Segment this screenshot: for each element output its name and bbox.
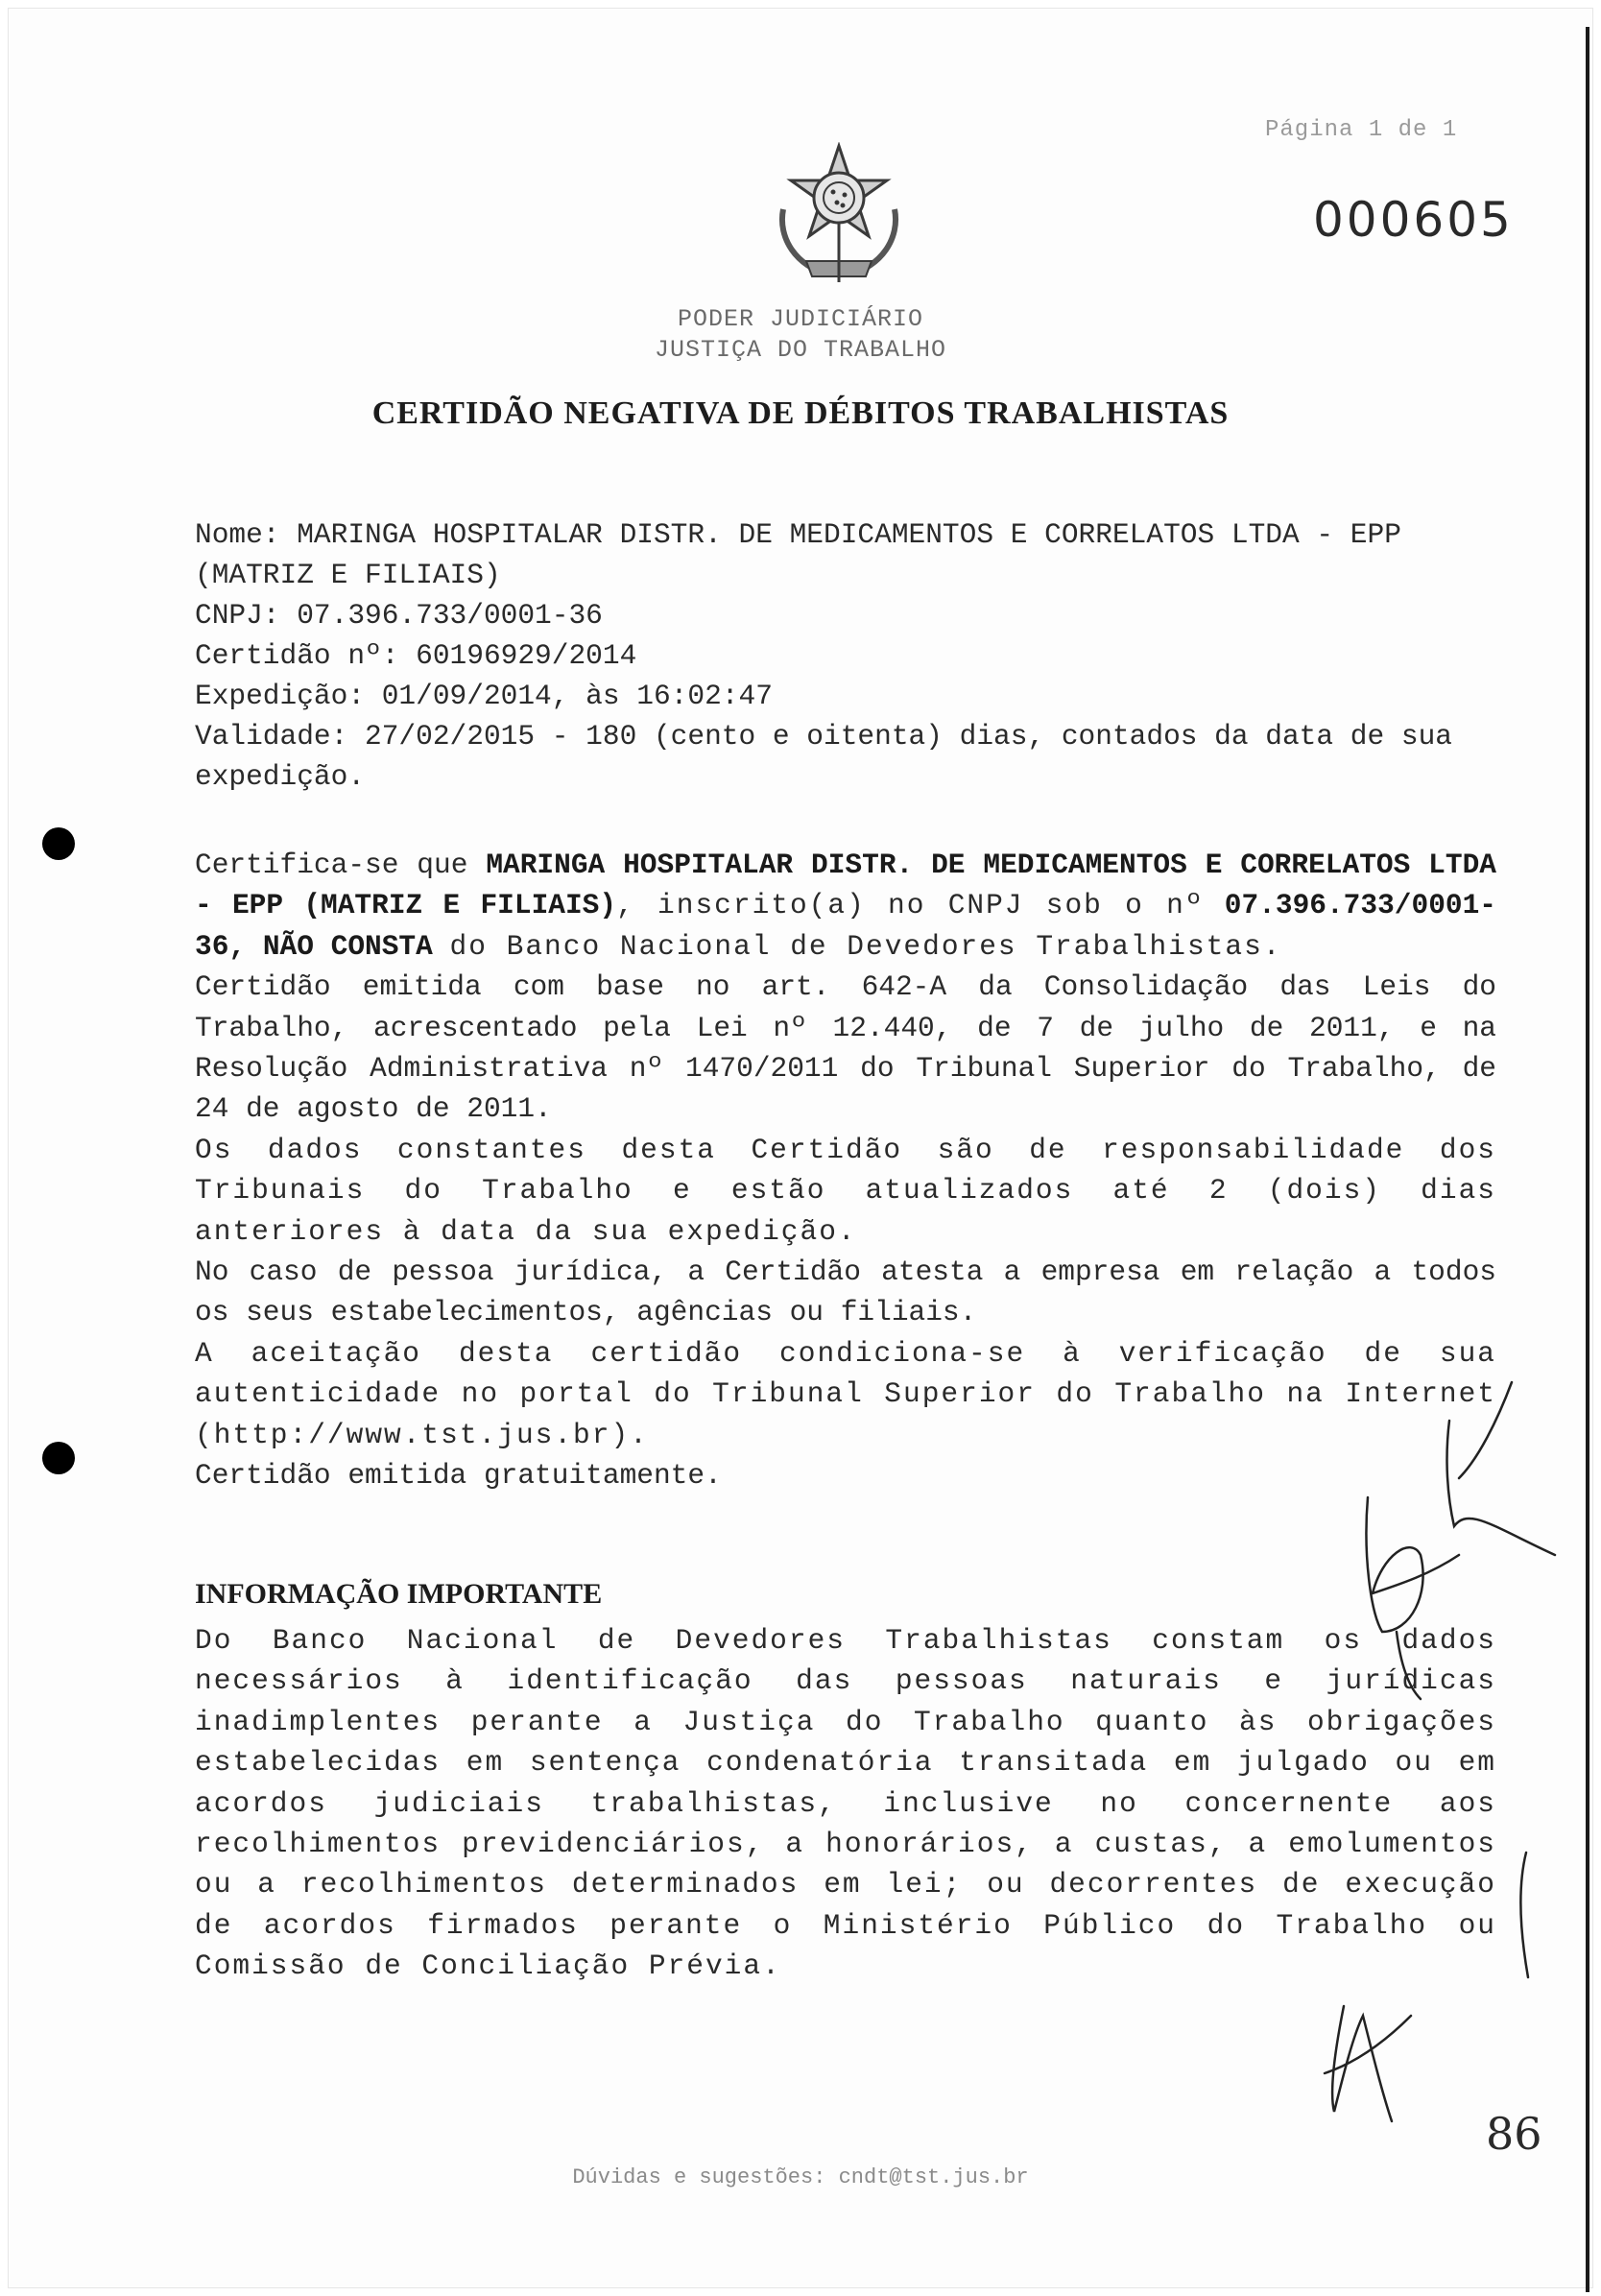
court-line-2: JUSTIÇA DO TRABALHO [654, 336, 947, 364]
free-issue-paragraph: Certidão emitida gratuitamente. [195, 1459, 722, 1493]
name-line: Nome: MARINGA HOSPITALAR DISTR. DE MEDICAMENTOS E CORRELATOS LTDA - EPP (MATRIZ E FILIAIS) [195, 518, 1401, 591]
certificate-number-line: Certidão nº: 60196929/2014 [195, 639, 637, 672]
bank-phrase: do Banco Nacional de Devedores Trabalhistas. [449, 929, 1282, 963]
page-folio-mark: 86 [1486, 2108, 1542, 2160]
cnpj-line: CNPJ: 07.396.733/0001-36 [195, 599, 603, 632]
validity-line: Validade: 27/02/2015 - 180 (cento e oitenta) dias, contados da data de sua expedição. [195, 720, 1453, 793]
company-name-bold: MARINGA HOSPITALAR DISTR. DE MEDICAMENTOS E CORRELATOS LTDA - EPP (MATRIZ E FILIAIS) [195, 849, 1496, 922]
document-title: CERTIDÃO NEGATIVA DE DÉBITOS TRABALHISTAS [371, 395, 1230, 431]
scan-edge [1586, 27, 1589, 2292]
important-info-title: INFORMAÇÃO IMPORTANTE [195, 1578, 603, 1610]
certify-paragraph [195, 845, 1496, 967]
cnpj-phrase: , inscrito(a) no CNPJ sob o nº [616, 889, 1205, 922]
certificate-body [195, 845, 1496, 1496]
page-stamp-number: 000605 [1313, 192, 1514, 248]
certify-prefix: Certifica-se que [195, 849, 468, 881]
punch-hole [42, 827, 75, 860]
court-line-1: PODER JUDICIÁRIO [677, 305, 924, 333]
important-info-paragraph: Do Banco Nacional de Devedores Trabalhistas constam os dados necessários à identificação das pessoas naturais e jurídicas inadimplentes perante a Justiça do Trabalho quanto às obrigações estabelecidas em sentença condenatória transitada em julgado ou em acordos judiciais trabalhistas, inclusive no concernente aos recolhimentos previdenciários, a honorários, a custas, a emolumentos ou a recolhimentos determinados em lei; ou decorrentes de execução de acordos firmados perante o Ministério Público do Trabalho ou Comissão de Conciliação Prévia. [195, 1624, 1496, 1983]
coat-of-arms-seal [768, 142, 910, 288]
legal-entity-paragraph: No caso de pessoa jurídica, a Certidão atesta a empresa em relação a todos os seus estabelecimentos, agências ou filiais. [195, 1256, 1496, 1329]
authenticity-paragraph: A aceitação desta certidão condiciona-se à verificação de sua autenticidade no portal do Tribunal Superior do Trabalho na Internet (http://www.tst.jus.br). [195, 1336, 1496, 1451]
footer-contact: Dúvidas e sugestões: cndt@tst.jus.br [572, 2165, 1029, 2189]
legal-basis-paragraph: Certidão emitida com base no art. 642-A da Consolidação das Leis do Trabalho, acrescentado pela Lei nº 12.440, de 7 de julho de 2011, e na Resolução Administrativa nº 1470/2011 do Tribunal Superior do Trabalho, de 24 de agosto de 2011. [195, 970, 1496, 1126]
important-info-text [195, 1620, 1496, 1987]
cnpj-bold: 07.396.733/0001-36, [195, 889, 1497, 963]
header-block [195, 514, 1496, 797]
issue-date-line: Expedição: 01/09/2014, às 16:02:47 [195, 680, 773, 712]
nao-consta-bold: NÃO CONSTA [262, 929, 433, 963]
punch-hole [42, 1442, 75, 1474]
page-number: Página 1 de 1 [1265, 117, 1458, 143]
data-responsibility-paragraph: Os dados constantes desta Certidão são de responsabilidade dos Tribunais do Trabalho e estão atualizados até 2 (dois) dias anteriores à data da sua expedição. [195, 1133, 1496, 1248]
